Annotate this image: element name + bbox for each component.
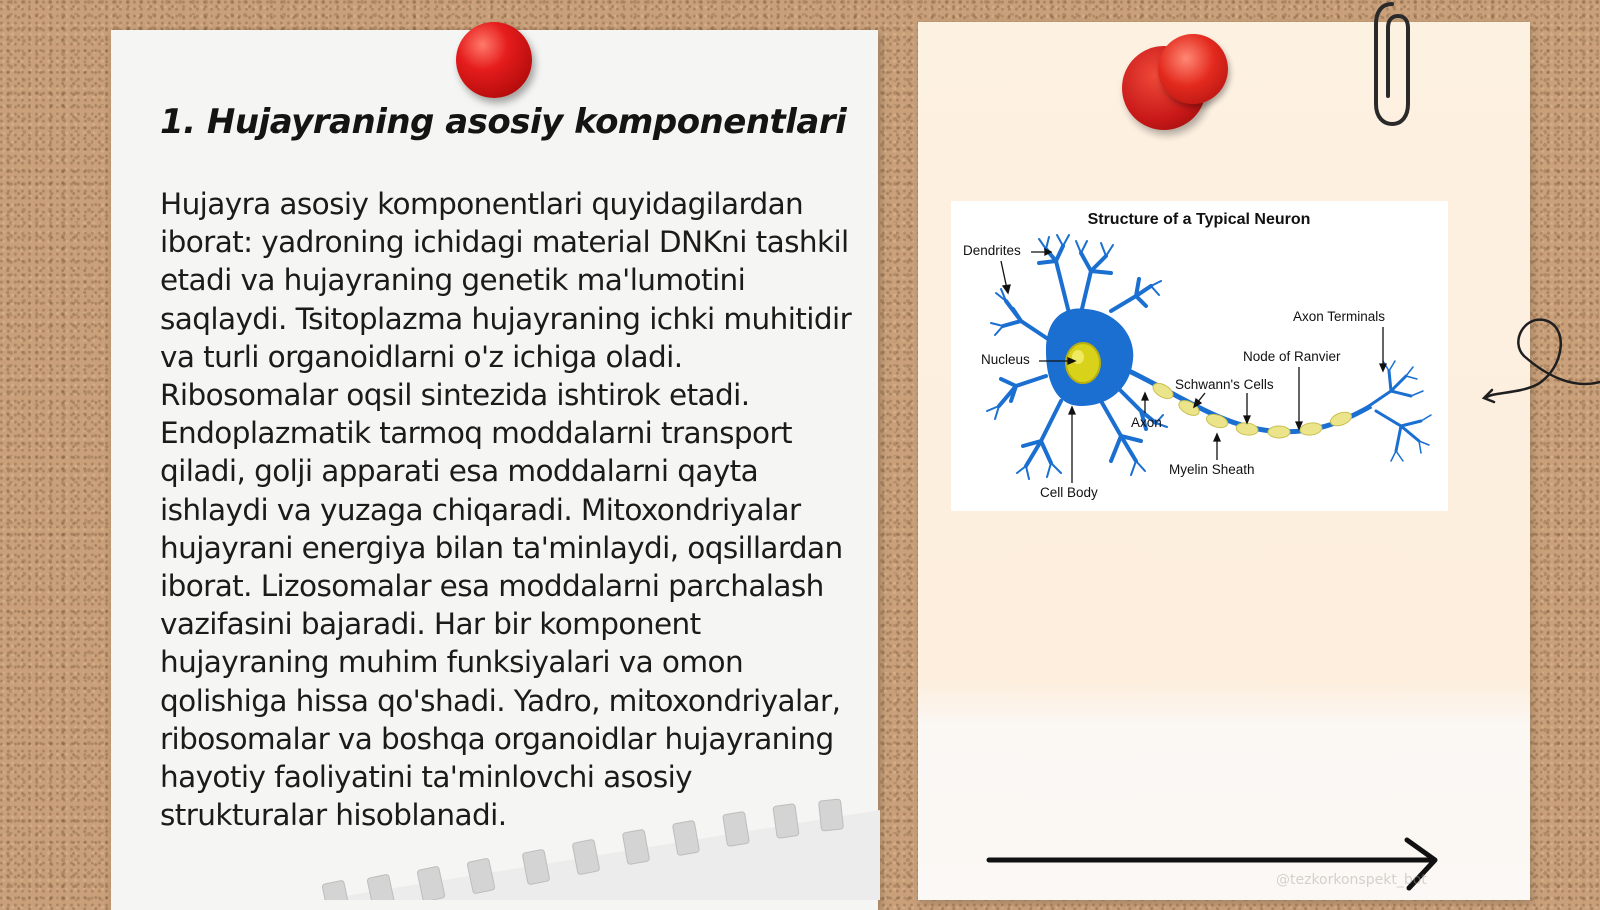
- neuron-illustration: [951, 201, 1448, 511]
- label-axon: Axon: [1131, 415, 1162, 430]
- label-myelin-sheath: Myelin Sheath: [1169, 462, 1255, 477]
- watermark: @tezkorkonspekt_bot: [1276, 872, 1427, 888]
- diagram-title: Structure of a Typical Neuron: [1087, 211, 1311, 228]
- squiggle-doodle: [1480, 312, 1600, 412]
- label-schwann-cells: Schwann's Cells: [1175, 377, 1274, 392]
- label-node-of-ranvier: Node of Ranvier: [1243, 349, 1341, 364]
- neuron-diagram: [951, 201, 1448, 511]
- paperclip-icon: [1370, 0, 1420, 130]
- torn-paper-strip: [320, 790, 880, 900]
- label-cell-body: Cell Body: [1040, 485, 1098, 500]
- red-pushpin-icon: [456, 22, 532, 98]
- label-dendrites: Dendrites: [963, 243, 1021, 258]
- body-paragraph: Hujayra asosiy komponentlari quyidagilardan iborat: yadroning ichidagi material DNKni tashkil etadi va hujayraning genetik ma'lumotini saqlaydi. Tsitoplazma hujayraning ichki muhitidir va turli organoidlarni o'z ichiga oladi. Ribosomalar oqsil sintezida ishtirok etadi. Endoplazmatik tarmoq moddalarni transport qiladi, golji apparati esa moddalarni qayta ishlaydi va yuzaga chiqaradi. Mitoxondriyalar hujayrani energiya bilan ta'minlaydi, oqsillardan iborat. Lizosomalar esa moddalarni parchalash vazifasini bajaradi. Har bir komponent hujayraning muhim funksiyalari va omon qolishiga hissa qo'shadi. Yadro, mitoxondriyalar, ribosomalar va boshqa organoidlar hujayraning hayotiy faoliyatini ta'minlovchi asosiy strukturalar hisoblanadi.: [160, 187, 852, 833]
- label-nucleus: Nucleus: [981, 352, 1030, 367]
- section-heading: 1. Hujayraning asosiy komponentlari: [160, 102, 847, 142]
- label-axon-terminals: Axon Terminals: [1293, 309, 1386, 324]
- double-pushpin-icon: [1122, 34, 1232, 134]
